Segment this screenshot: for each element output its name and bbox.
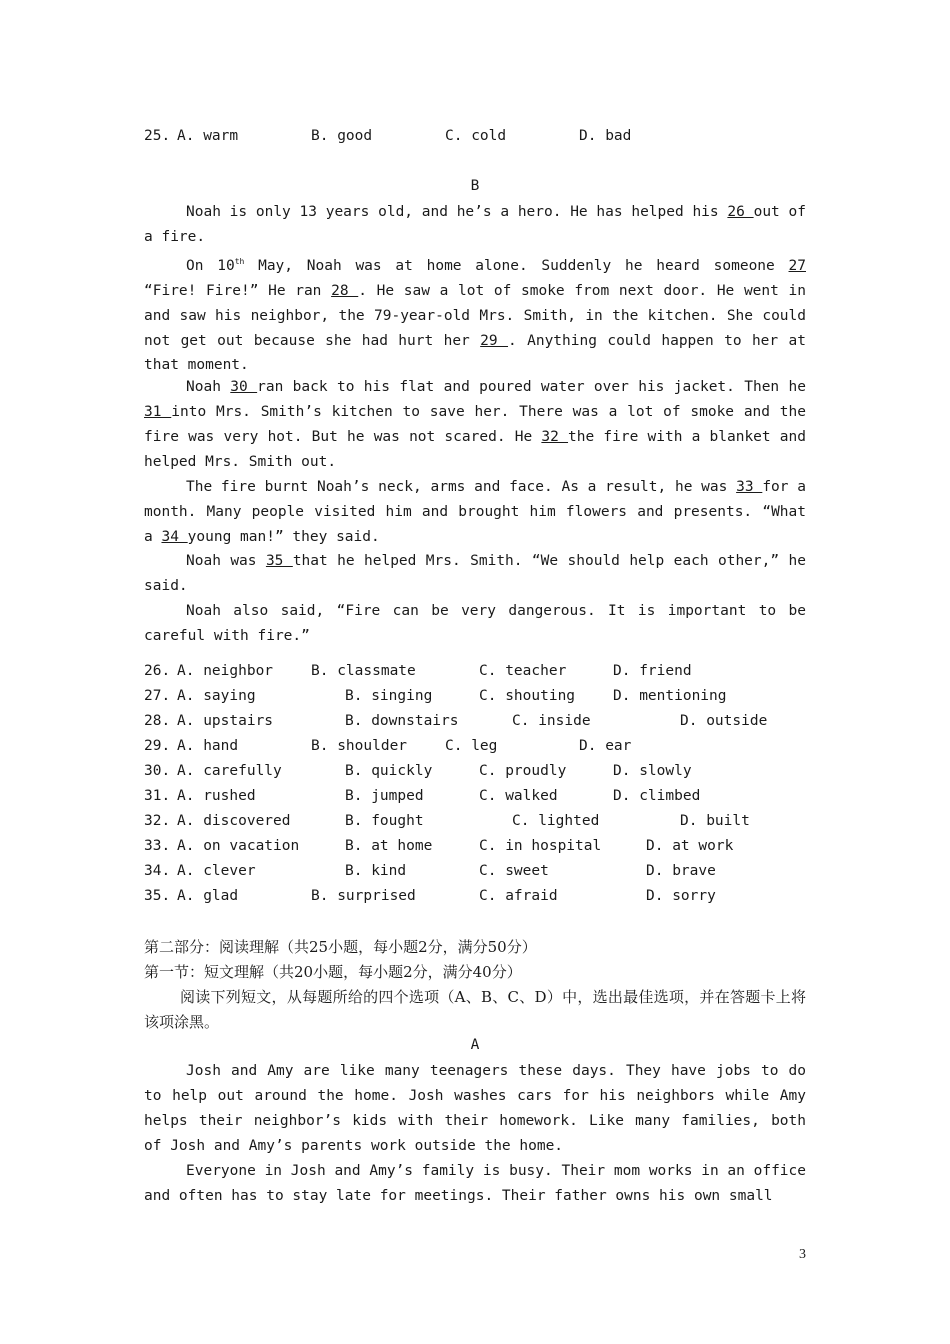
part2-heading: 第二部分：阅读理解（共25小题，每小题2分，满分50分） xyxy=(144,938,537,956)
option-a: A. saying xyxy=(177,688,256,704)
option-a: A. hand xyxy=(177,738,239,754)
question-number: 26. xyxy=(144,663,171,679)
option-a: A. rushed xyxy=(177,788,256,804)
blank-30: 30 xyxy=(230,379,258,395)
option-c: C. afraid xyxy=(479,888,558,904)
blank-27: 27 xyxy=(788,257,806,274)
option-d: D. outside xyxy=(680,713,768,729)
page-number: 3 xyxy=(799,1247,806,1262)
blank-33: 33 xyxy=(736,479,763,495)
blank-32: 32 xyxy=(541,428,569,445)
question-number: 27. xyxy=(144,688,171,704)
option-b: B. shoulder xyxy=(311,738,408,754)
blank-26: 26 xyxy=(727,204,754,220)
option-c: C. inside xyxy=(512,713,591,729)
option-b: B. downstairs xyxy=(345,713,459,729)
option-d: D. bad xyxy=(579,128,632,144)
option-d: D. slowly xyxy=(613,763,692,779)
option-c: C. teacher xyxy=(479,663,567,679)
option-b: B. surprised xyxy=(311,888,416,904)
section-a-heading: A xyxy=(470,1037,480,1053)
option-d: D. built xyxy=(680,813,750,829)
option-a: A. carefully xyxy=(177,763,282,779)
option-d: D. ear xyxy=(579,738,632,754)
passage-b-paragraph-6: Noah also said, “Fire can be very dangerous. It is important to be careful with fire.” xyxy=(144,603,806,644)
option-a: A. clever xyxy=(177,863,256,879)
option-a: A. upstairs xyxy=(177,713,274,729)
option-c: C. sweet xyxy=(479,863,549,879)
question-number: 35. xyxy=(144,888,171,904)
question-number: 31. xyxy=(144,788,171,804)
question-number: 32. xyxy=(144,813,171,829)
blank-29: 29 xyxy=(480,332,509,349)
question-number: 28. xyxy=(144,713,171,729)
option-d: D. mentioning xyxy=(613,688,727,704)
option-a: A. glad xyxy=(177,888,239,904)
question-number: 25. xyxy=(144,128,171,144)
option-b: B. good xyxy=(311,128,373,144)
option-b: B. at home xyxy=(345,838,433,854)
blank-35: 35 xyxy=(265,553,293,569)
option-c: C. cold xyxy=(445,128,507,144)
option-a: A. neighbor xyxy=(177,663,274,679)
option-b: B. jumped xyxy=(345,788,424,804)
passage-b-paragraph-3: Noah 30 ran back to his flat and poured water over his jacket. Then he 31 into Mrs. Smith’s kitchen to save her. There was a lot of smoke and the fire was very hot. But he was not scared. He 32 the fire with a blanket and helped Mrs. Smith out. xyxy=(144,379,806,470)
option-d: D. friend xyxy=(613,663,692,679)
option-a: A. warm xyxy=(177,128,239,144)
option-c: C. in hospital xyxy=(479,838,602,854)
question-number: 29. xyxy=(144,738,171,754)
passage-b-paragraph-5: Noah was 35 that he helped Mrs. Smith. “We should help each other,” he said. xyxy=(144,553,806,594)
option-d: D. sorry xyxy=(646,888,716,904)
question-number: 34. xyxy=(144,863,171,879)
option-d: D. at work xyxy=(646,838,734,854)
option-c: C. walked xyxy=(479,788,558,804)
option-b: B. classmate xyxy=(311,663,416,679)
option-b: B. singing xyxy=(345,688,433,704)
question-number: 30. xyxy=(144,763,171,779)
option-c: C. proudly xyxy=(479,763,567,779)
option-b: B. kind xyxy=(345,863,407,879)
passage-a-paragraph-1: Josh and Amy are like many teenagers these days. They have jobs to do to help out around the home. Josh washes cars for his neighbors while Amy helps their neighbor’s kids with their homework. Like many families, both of Josh and Amy’s parents work outside the home. xyxy=(144,1063,806,1154)
option-c: C. lighted xyxy=(512,813,600,829)
question-number: 33. xyxy=(144,838,171,854)
option-d: D. climbed xyxy=(613,788,701,804)
section-b-heading: B xyxy=(470,178,480,194)
blank-34: 34 xyxy=(161,528,188,545)
section1-heading: 第一节：短文理解（共20小题，每小题2分，满分40分） xyxy=(144,963,522,981)
option-a: A. discovered xyxy=(177,813,291,829)
option-c: C. leg xyxy=(445,738,498,754)
option-b: B. quickly xyxy=(345,763,433,779)
option-d: D. brave xyxy=(646,863,716,879)
blank-28: 28 xyxy=(331,282,359,299)
option-b: B. fought xyxy=(345,813,424,829)
option-a: A. on vacation xyxy=(177,838,300,854)
passage-b-paragraph-1: Noah is only 13 years old, and he’s a hero. He has helped his 26 out of a fire. xyxy=(144,204,806,245)
option-c: C. shouting xyxy=(479,688,576,704)
passage-b-paragraph-4: The fire burnt Noah’s neck, arms and face. As a result, he was 33 for a month. Many people visited him and brought him flowers and presents. “What a 34 young man!” they said. xyxy=(144,479,806,545)
instructions: 阅读下列短文，从每题所给的四个选项（A、B、C、D）中，选出最佳选项，并在答题卡上将该项涂黑。 xyxy=(144,988,806,1031)
passage-a-paragraph-2: Everyone in Josh and Amy’s family is busy. Their mom works in an office and often has to stay late for meetings. Their father owns his own small xyxy=(144,1163,806,1204)
passage-b-paragraph-2: On 10th May, Noah was at home alone. Suddenly he heard someone 27 “Fire! Fire!” He ran 28 . He saw a lot of smoke from next door. He went in and saw his neighbor, the 79-year-old Mrs. Smith, in the kitchen. She could not get out because she had hurt her 29 . Anything could happen to her at that moment. xyxy=(144,257,806,374)
blank-31: 31 xyxy=(144,403,172,420)
